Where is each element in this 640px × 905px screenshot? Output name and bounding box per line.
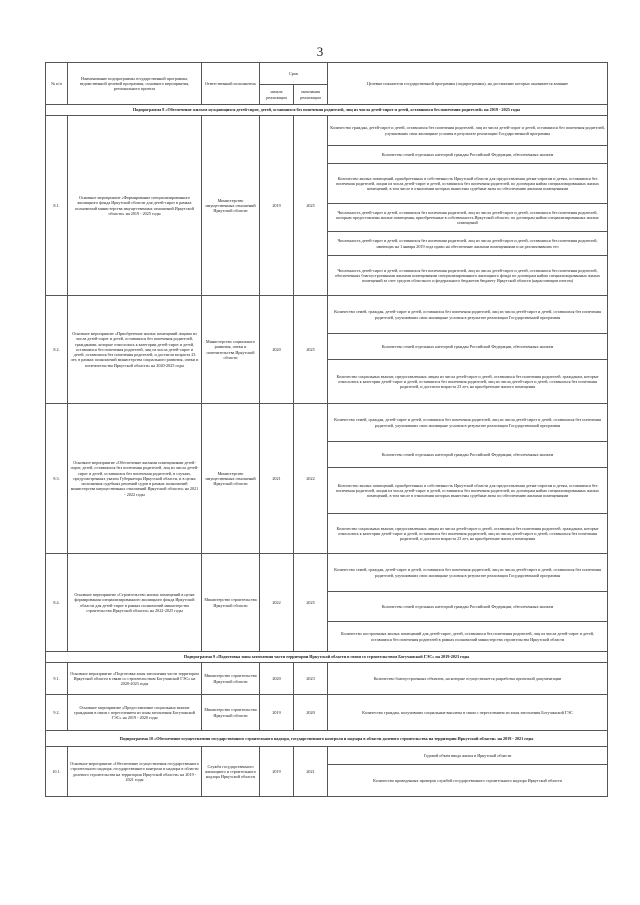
measure-name: Основное мероприятие «Предоставление социальных выплат гражданам в связи с переселением из зоны затопления Богучанской ГЭС» на 2019 - 2020 годы	[68, 695, 202, 731]
header-indicator: Целевые показатели государственной программы (подпрограммы), на достижение которых оказывается влияние	[328, 63, 608, 105]
measure-name: Основное мероприятие «Строительство жилых помещений в целях формирования специализированного жилищного фонда Иркутской области для детей-сирот в рамках полномочий министерства строительства Иркутской области» на 2022-2025 годы	[68, 554, 202, 652]
row-number: 9.1.	[46, 663, 68, 695]
header-term: Срок	[260, 63, 328, 85]
executor: Министерство имущественных отношений Иркутской области	[202, 404, 260, 554]
executor: Министерство имущественных отношений Иркутской области	[202, 116, 260, 296]
executor: Министерство строительства Иркутской области	[202, 695, 260, 731]
row-number: 8.4.	[46, 554, 68, 652]
table-row	[46, 296, 608, 334]
executor: Служба государственного жилищного и строительного надзора Иркутской области	[202, 747, 260, 797]
indicator: Количество семей отдельных категорий граждан Российской Федерации, обеспеченных жильем	[328, 334, 608, 360]
end-year: 2025	[294, 296, 328, 404]
section-row	[46, 731, 608, 747]
indicator: Количество семей, граждан, детей-сирот и детей, оставшихся без попечения родителей, лиц из числа детей-сирот и детей, оставшихся без попечения родителей, улучшивших свои жилищные условия в результате реализации Государственной программы	[328, 554, 608, 592]
measure-name: Основное мероприятие «Формирование специализированного жилищного фонда Иркутской области для детей-сирот в рамках полномочий министерства имущественных отношений Иркутской области» на 2019 - 2025 годы	[68, 116, 202, 296]
row-number: 10.1.	[46, 747, 68, 797]
section-row	[46, 105, 608, 116]
start-year: 2021	[260, 404, 294, 554]
table-row	[46, 404, 608, 442]
header-executor: Ответственный исполнитель	[202, 63, 260, 105]
start-year: 2022	[260, 554, 294, 652]
table-row	[46, 695, 608, 731]
executor: Министерство социального развития, опеки и попечительства Иркутской области	[202, 296, 260, 404]
measure-name: Основное мероприятие «Обеспечение осуществления государственного строительного надзора, государственного контроля и надзора в области долевого строительства на территории Иркутской области» на 2019 - 2021 годы	[68, 747, 202, 797]
header-num: № п/п	[46, 63, 68, 105]
end-year: 2022	[294, 404, 328, 554]
table-row	[46, 747, 608, 765]
indicator: Численность детей-сирот и детей, оставшихся без попечения родителей, лиц из числа детей-сирот и детей, оставшихся без попечения родителей, обеспеченных благоустроенными жилыми помещениями специализированного жилищного фонда по договорам найма специализированных жилых помещений за счет средств областного и федерального бюджетов бюджету Иркутской области (нарастающим итогом)	[328, 256, 608, 296]
indicator: Количество семей отдельных категорий граждан Российской Федерации, обеспеченных жильем	[328, 442, 608, 468]
indicator: Количество проведенных проверок службой государственного строительного надзора Иркутской области	[328, 765, 608, 797]
indicator: Количество построенных жилых помещений для детей-сирот, детей, оставшихся без попечения родителей, лиц из числа детей-сирот и детей, оставшихся без попечения родителей в рамках полномочий министерства строительства Иркутской области	[328, 622, 608, 652]
table-row	[46, 116, 608, 146]
row-number: 8.1.	[46, 116, 68, 296]
indicator: Количество жилых помещений, приобретенных в собственность Иркутской области для предоставления детям-сиротам и детям, оставшимся без попечения родителей, лицам из числа детей-сирот и детей, оставшихся без попечения родителей, по договорам найма специализированных жилых помещений, в том числе в отношении которых вынесены судебные акты по обеспечению жилыми помещениями	[328, 164, 608, 204]
start-year: 2020	[260, 296, 294, 404]
header-end: окончания реализации	[294, 85, 328, 105]
row-number: 8.3.	[46, 404, 68, 554]
end-year: 2020	[294, 695, 328, 731]
table-row	[46, 663, 608, 695]
section-title: Подпрограмма 8 «Обеспечение жильем нуждающихся детей-сирот, детей, оставшихся без попечения родителей, лиц из числа детей-сирот и детей, оставшихся без попечения родителей» на 2019 - 2025 годы	[46, 105, 608, 116]
header-name: Наименование подпрограммы государственной программы, ведомственной целевой программы, основного мероприятия, регионального проекта	[68, 63, 202, 105]
row-number: 8.2.	[46, 296, 68, 404]
start-year: 2020	[260, 663, 294, 695]
measure-name: Основное мероприятие «Приобретение жилых помещений лицами из числа детей-сирот и детей, оставшихся без попечения родителей, гражданами, которые относились к категории детей-сирот и детей, оставшихся без попечения родителей, лиц из числа детей-сирот и детей, оставшихся без попечения родителей, и достигли возраста 23 лет, в рамках полномочий министерства социального развития, опеки и попечительства Иркутской области» на 2020-2025 годы	[68, 296, 202, 404]
indicator: Количество граждан, детей-сирот и детей, оставшихся без попечения родителей, лиц из числа детей-сирот и детей, оставшихся без попечения родителей, улучшивших свои жилищные условия в результате реализации Государственной программы	[328, 116, 608, 146]
executor: Министерство строительства Иркутской области	[202, 554, 260, 652]
measure-name: Основное мероприятие «Подготовка зоны затопления части территории Иркутской области в связи со строительством Богучанской ГЭС» на 2020-2023 годы	[68, 663, 202, 695]
indicator: Количество социальных выплат, предоставленных лицам из числа детей-сирот и детей, оставшихся без попечения родителей, гражданам, которые относились к категории детей-сирот и детей, оставшихся без попечения родителей, лиц из числа детей-сирот и детей, оставшихся без попечения родителей, и достигли возраста 23 лет, на приобретение жилого помещения	[328, 360, 608, 404]
executor: Министерство строительства Иркутской области	[202, 663, 260, 695]
row-number: 9.2.	[46, 695, 68, 731]
indicator: Количество граждан, получивших социальные выплаты в связи с переселением из зоны затопления Богучанской ГЭС	[328, 695, 608, 731]
indicator: Количество семей отдельных категорий граждан Российской Федерации, обеспеченных жильем	[328, 592, 608, 622]
section-title: Подпрограмма 10 «Обеспечение осуществления государственного строительного надзора, государственного контроля и надзора в области долевого строительства на территории Иркутской области» на 2019 - 2021 годы	[46, 731, 608, 747]
indicator: Количество семей отдельных категорий граждан Российской Федерации, обеспеченных жильем	[328, 146, 608, 164]
start-year: 2019	[260, 747, 294, 797]
section-title: Подпрограмма 9 «Подготовка зоны затопления части территории Иркутской области в связи со строительством Богучанской ГЭС» на 2019-2023 годы	[46, 652, 608, 663]
indicator: Численность детей-сирот и детей, оставшихся без попечения родителей, лиц из числа детей-сирот и детей, оставшихся без попечения родителей, имеющих на 1 января 2019 года право на обеспечение жилыми помещениями и не реализовавших его	[328, 232, 608, 256]
start-year: 2019	[260, 695, 294, 731]
start-year: 2019	[260, 116, 294, 296]
section-row	[46, 652, 608, 663]
header-start: начала реализации	[260, 85, 294, 105]
measure-name: Основное мероприятие «Обеспечение жилыми помещениями детей-сирот, детей, оставшихся без попечения родителей, лиц из числа детей-сирот и детей, оставшихся без попечения родителей, в случаях, предусмотренных указом Губернатора Иркутской области, и в целях исполнения судебных решений судов в рамках полномочий министерства имущественных отношений Иркутской области» на 2021 - 2022 годы	[68, 404, 202, 554]
program-table	[45, 62, 608, 797]
table-row	[46, 554, 608, 592]
indicator: Количество семей, граждан, детей-сирот и детей, оставшихся без попечения родителей, лиц из числа детей-сирот и детей, оставшихся без попечения родителей, улучшивших свои жилищные условия в результате реализации Государственной программы	[328, 296, 608, 334]
end-year: 2023	[294, 663, 328, 695]
indicator: Годовой объем ввода жилья в Иркутской области	[328, 747, 608, 765]
page-number: 3	[316, 44, 324, 59]
indicator: Количество социальных выплат, предоставленных лицам из числа детей-сирот и детей, оставшихся без попечения родителей, гражданам, которые относились к категории детей-сирот и детей, оставшихся без попечения родителей, лиц из числа детей-сирот и детей, оставшихся без попечения родителей, и достигли возраста 23 лет, на приобретение жилого помещения	[328, 514, 608, 554]
indicator: Количество жилых помещений, приобретенных в собственность Иркутской области для предоставления детям-сиротам и детям, оставшимся без попечения родителей, лицам из числа детей-сирот и детей, оставшихся без попечения родителей, по договорам найма специализированных жилых помещений, в том числе в отношении которых вынесены судебные акты по обеспечению жилыми помещениями	[328, 468, 608, 514]
indicator: Количество благоустроенных объектов, на которые осуществляется разработка проектной документации	[328, 663, 608, 695]
indicator: Численность детей-сирот и детей, оставшихся без попечения родителей, лиц из числа детей-сирот и детей, оставшихся без попечения родителей, которым предоставлены жилые помещения, приобретенные в собственность Иркутской области, по договорам найма специализированных жилых помещений	[328, 204, 608, 232]
end-year: 2025	[294, 554, 328, 652]
indicator: Количество семей, граждан, детей-сирот и детей, оставшихся без попечения родителей, лиц из числа детей-сирот и детей, оставшихся без попечения родителей, улучшивших свои жилищные условия в результате реализации Государственной программы	[328, 404, 608, 442]
end-year: 2021	[294, 747, 328, 797]
end-year: 2025	[294, 116, 328, 296]
